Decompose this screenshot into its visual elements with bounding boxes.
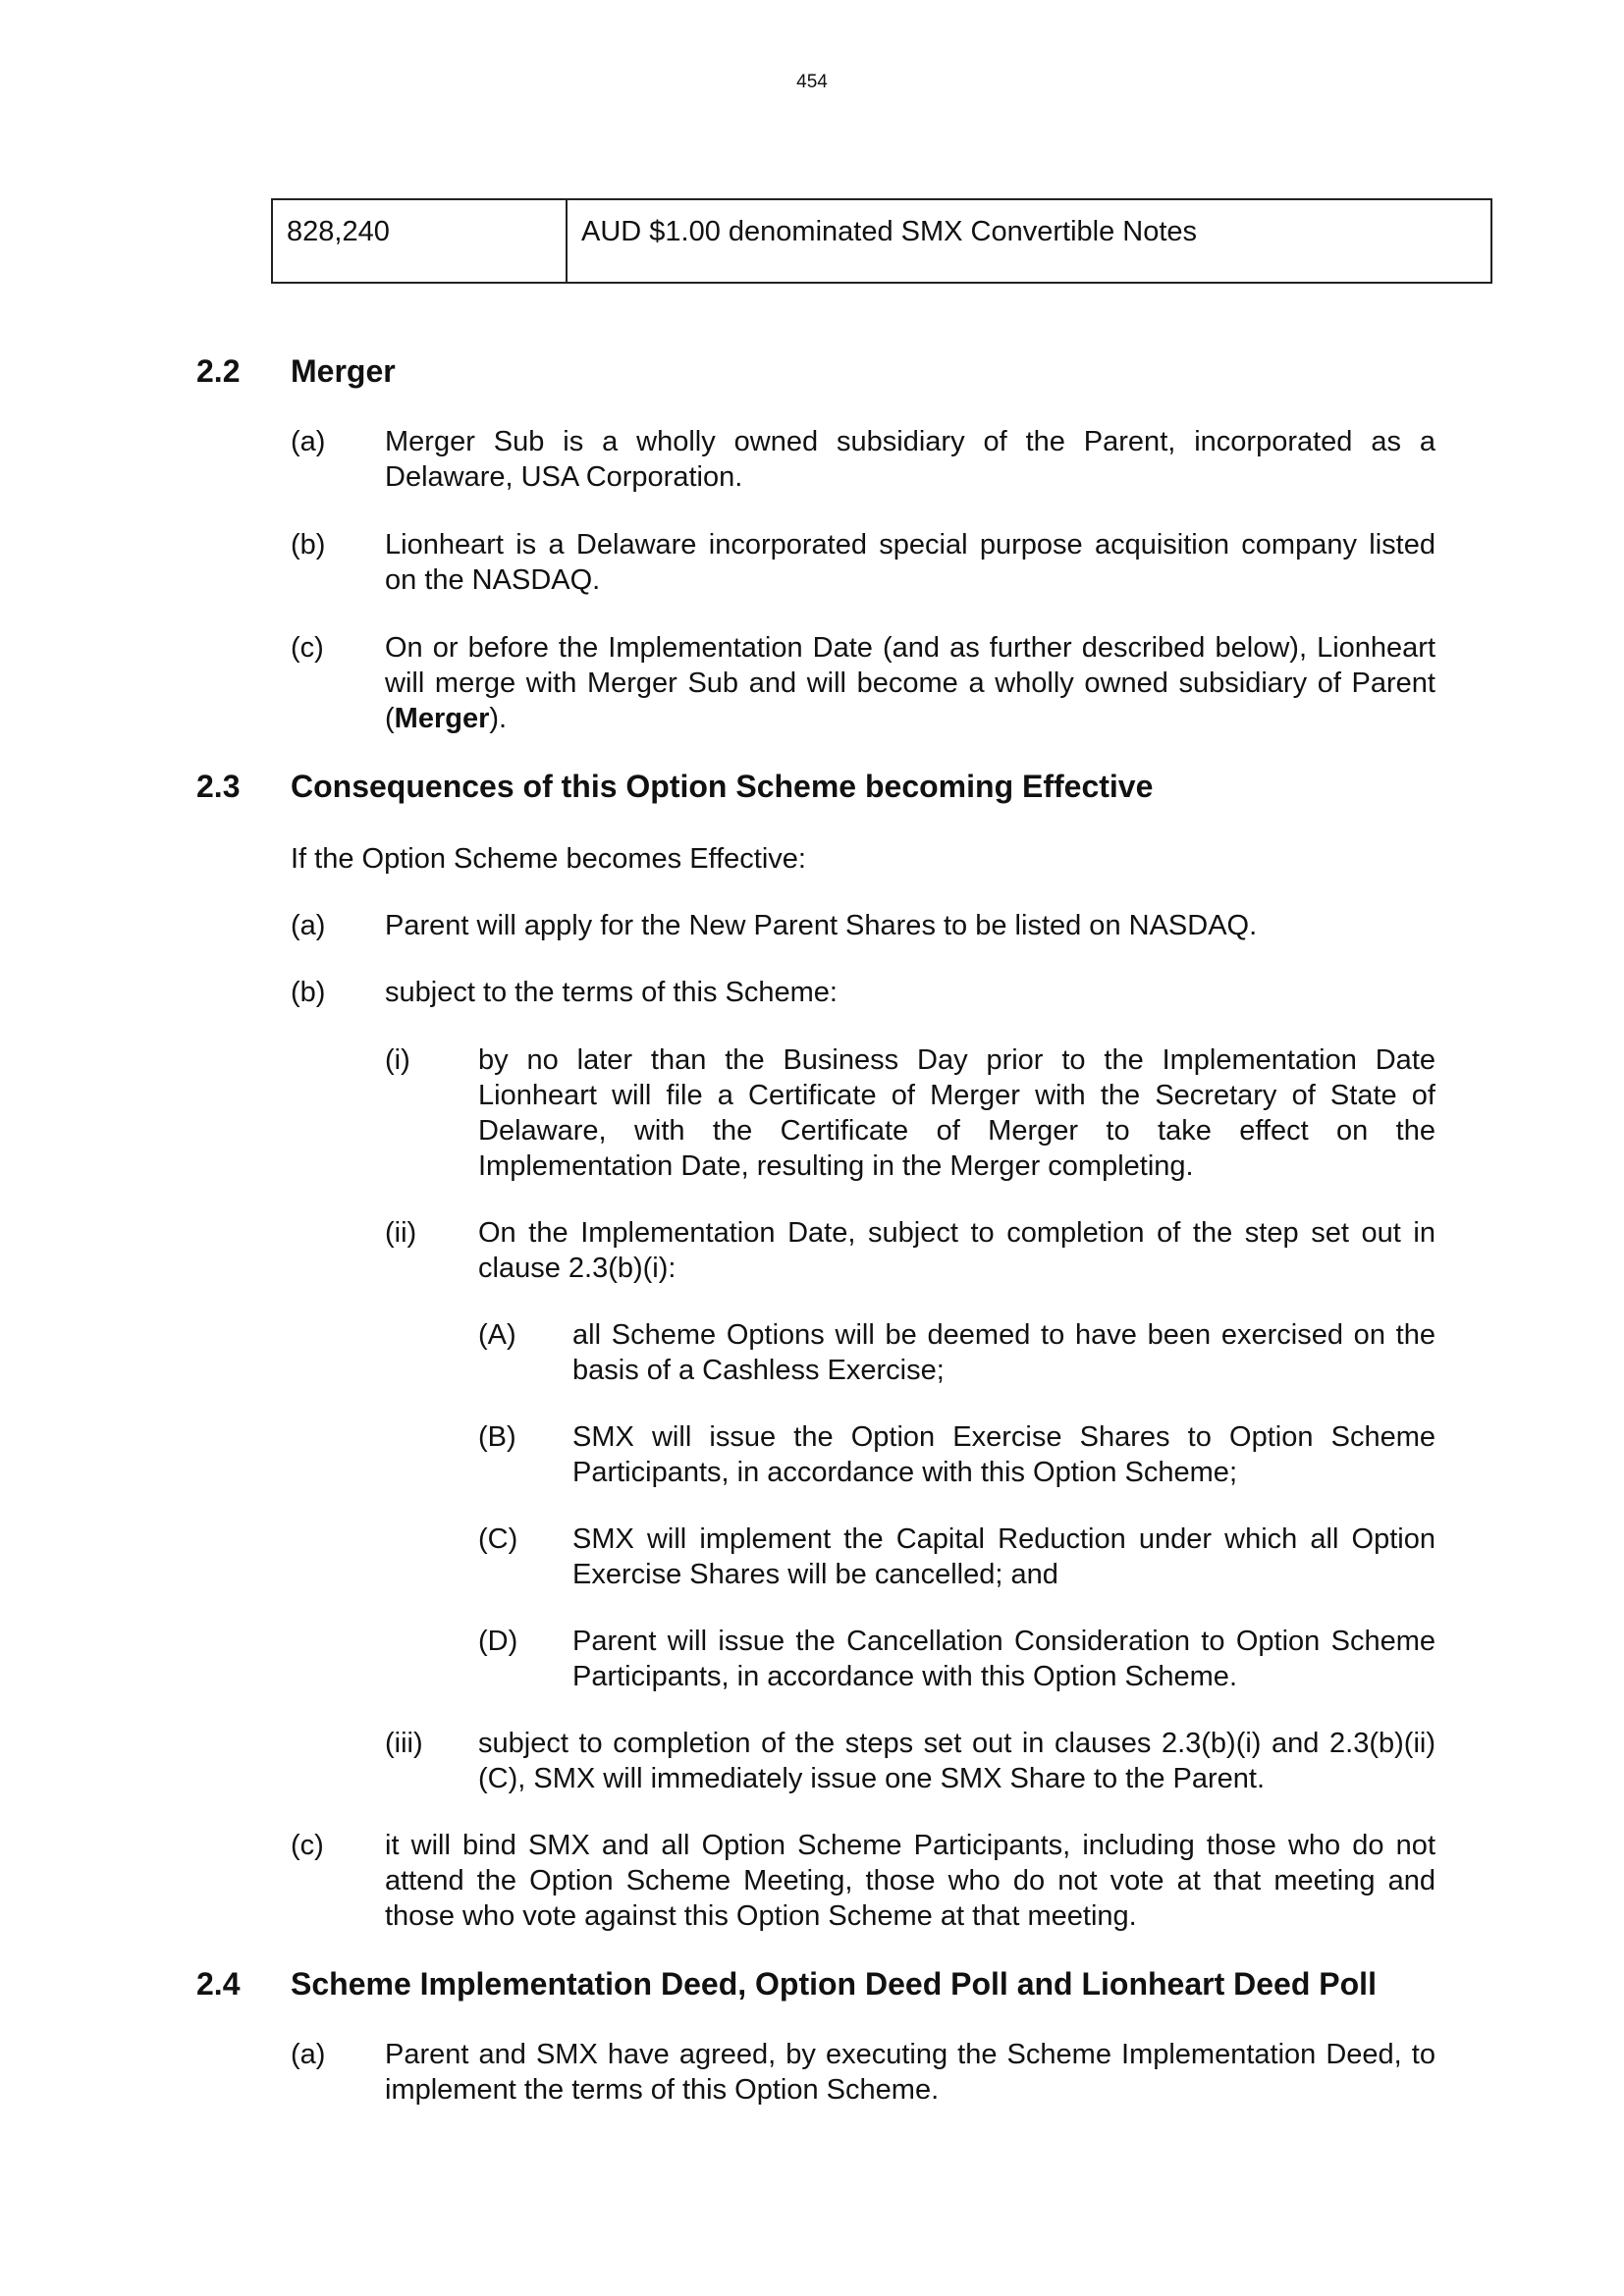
section-title: Consequences of this Option Scheme becoming Effective [291,769,1154,804]
clause-label-2-3-b-ii-C: (C) [478,1523,518,1555]
clause-label-2-3-b-ii-D: (D) [478,1626,518,1657]
section-2-3-intro: If the Option Scheme becomes Effective: [291,843,806,875]
clause-label-2-3-b-iii: (iii) [385,1728,423,1759]
clause-2-3-c: it will bind SMX and all Option Scheme Participants, including those who do not attend the Option Scheme Meeting, those who do not vote at that meeting and those who vote against this Option Scheme at that meeting. [385,1830,1435,1932]
clause-text: On or before the Implementation Date (and as further described below), Lionheart will merge with Merger Sub and will become a wholly owned subsidiary of Parent ( [385,632,1435,734]
section-number: 2.2 [196,353,241,389]
clause-2-3-b-i: by no later than the Business Day prior to the Implementation Date Lionheart will file a Certificate of Merger with the Secretary of State of Delaware, with the Certificate of Merger to take effect on the Implementation Date, resulting in the Merger completing. [478,1044,1435,1182]
clause-2-3-b-ii-A: all Scheme Options will be deemed to have been exercised on the basis of a Cashless Exercise; [572,1319,1435,1386]
clause-label-2-2-b: (b) [291,529,326,561]
clause-2-3-b-ii: On the Implementation Date, subject to completion of the step set out in clause 2.3(b)(i): [478,1217,1435,1284]
defined-term-merger: Merger [394,703,490,734]
clause-label-2-3-c: (c) [291,1830,324,1861]
clause-2-2-b: Lionheart is a Delaware incorporated special purpose acquisition company listed on the NASDAQ. [385,529,1435,596]
table-row [272,199,1491,283]
clause-label-2-3-b-ii: (ii) [385,1217,417,1249]
clause-2-4-a: Parent and SMX have agreed, by executing the Scheme Implementation Deed, to implement the terms of this Option Scheme. [385,2039,1435,2106]
section-number: 2.4 [196,1966,241,2002]
convertible-notes-table [271,198,1492,284]
clause-label-2-3-b: (b) [291,977,326,1008]
clause-label-2-3-b-ii-B: (B) [478,1421,516,1453]
clause-label-2-4-a: (a) [291,2039,326,2070]
clause-2-3-b-iii: subject to completion of the steps set out in clauses 2.3(b)(i) and 2.3(b)(ii)(C), SMX will immediately issue one SMX Share to the Parent. [478,1728,1435,1794]
clause-2-2-c [385,630,1435,736]
clause-label-2-2-a: (a) [291,426,326,457]
clause-2-3-b-ii-B: SMX will issue the Option Exercise Shares to Option Scheme Participants, in accordance with this Option Scheme; [572,1421,1435,1488]
notes-description-cell: AUD $1.00 denominated SMX Convertible Notes [567,199,1491,283]
clause-text-end: ). [489,703,508,734]
clause-label-2-3-b-i: (i) [385,1044,410,1076]
clause-2-3-b: subject to the terms of this Scheme: [385,977,838,1008]
section-number: 2.3 [196,769,241,804]
section-title: Scheme Implementation Deed, Option Deed Poll and Lionheart Deed Poll [291,1966,1377,2002]
clause-label-2-2-c: (c) [291,632,324,664]
clause-2-3-b-ii-C: SMX will implement the Capital Reduction under which all Option Exercise Shares will be cancelled; and [572,1523,1435,1590]
clause-2-3-a: Parent will apply for the New Parent Shares to be listed on NASDAQ. [385,910,1258,941]
page-number: 454 [796,72,828,92]
clause-label-2-3-b-ii-A: (A) [478,1319,516,1351]
clause-2-3-b-ii-D: Parent will issue the Cancellation Consideration to Option Scheme Participants, in accordance with this Option Scheme. [572,1626,1435,1692]
clause-2-2-a: Merger Sub is a wholly owned subsidiary of the Parent, incorporated as a Delaware, USA Corporation. [385,426,1435,493]
notes-quantity-cell: 828,240 [272,199,567,283]
section-title: Merger [291,353,396,389]
clause-label-2-3-a: (a) [291,910,326,941]
